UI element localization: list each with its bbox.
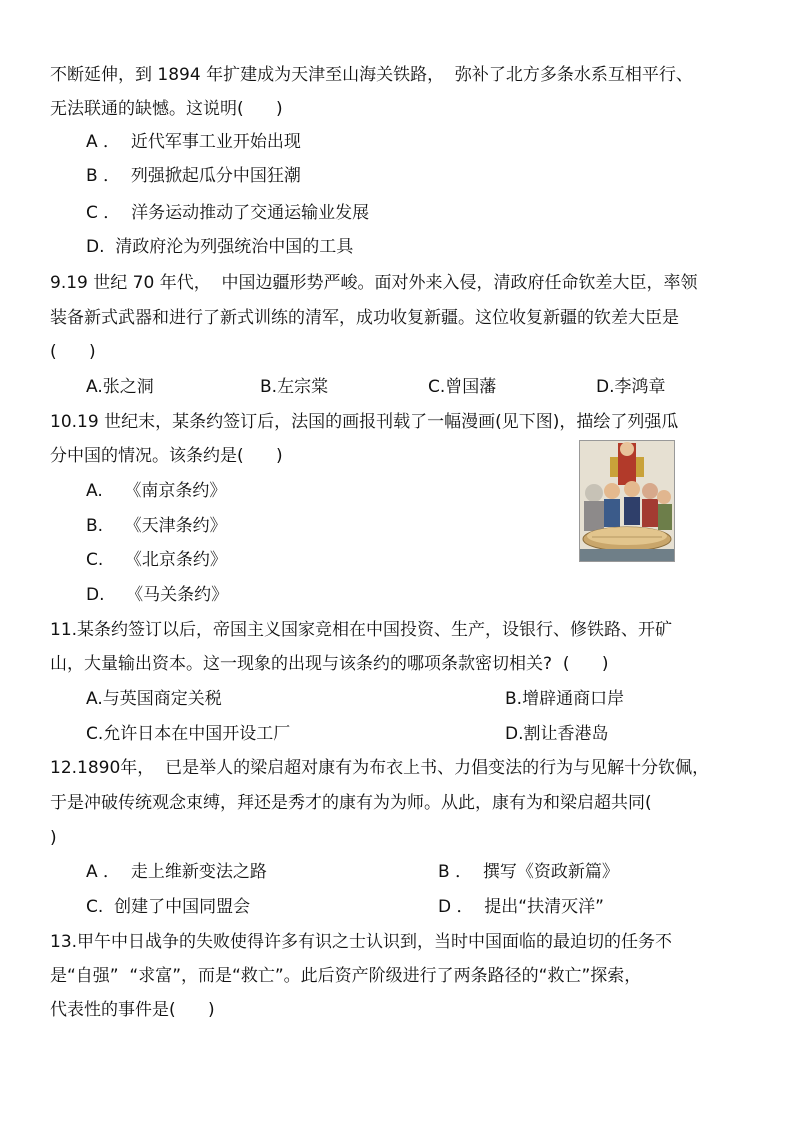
q11-option-c[interactable]: C.允许日本在中国开设工厂 [86, 724, 291, 744]
q8-stem-line2: 无法联通的缺憾。这说明( ) [50, 99, 283, 119]
q9-option-a[interactable]: A.张之洞 [86, 377, 154, 397]
q13-stem-line2: 是“自强” “求富”，而是“救亡”。此后资产阶级进行了两条路径的“救亡”探索， [50, 966, 642, 986]
q10-option-c[interactable]: C. 《北京条约》 [86, 550, 227, 570]
q11-stem-line2: 山，大量输出资本。这一现象的出现与该条约的哪项条款密切相关? ( ) [50, 654, 609, 674]
q11-stem-line1: 11.某条约签订以后，帝国主义国家竞相在中国投资、生产，设银行、修铁路、开矿 [50, 620, 673, 640]
q12-option-a[interactable]: A ． 走上维新变法之路 [86, 862, 267, 882]
q10-option-a[interactable]: A. 《南京条约》 [86, 481, 227, 501]
q9-option-b[interactable]: B.左宗棠 [260, 377, 329, 397]
q8-option-d[interactable]: D. 清政府沦为列强统治中国的工具 [86, 237, 354, 257]
q12-option-d[interactable]: D ． 提出“扶清灭洋” [438, 897, 604, 917]
q9-option-c[interactable]: C.曾国藩 [428, 377, 497, 397]
q12-stem-line3: ) [50, 828, 57, 848]
q9-option-d[interactable]: D.李鸿章 [596, 377, 666, 397]
q8-stem-line1: 不断延伸，到 1894 年扩建成为天津至山海关铁路， 弥补了北方多条水系互相平行、 [50, 65, 693, 85]
q10-option-d[interactable]: D. 《马关条约》 [86, 585, 229, 605]
q12-option-b[interactable]: B ． 撰写《资政新篇》 [438, 862, 619, 882]
q10-option-b[interactable]: B. 《天津条约》 [86, 516, 227, 536]
q9-stem-line2: 装备新式武器和进行了新式训练的清军，成功收复新疆。这位收复新疆的钦差大臣是 [50, 308, 679, 328]
q8-option-b[interactable]: B ． 列强掀起瓜分中国狂潮 [86, 166, 301, 186]
q9-stem-line1: 9.19 世纪 70 年代， 中国边疆形势严峻。面对外来入侵，清政府任命钦差大臣，率领 [50, 273, 698, 293]
q11-option-d[interactable]: D.割让香港岛 [505, 724, 609, 744]
q9-stem-line3: ( ) [50, 342, 96, 362]
q12-stem-line1: 12.1890年， 已是举人的梁启超对康有为布衣上书、力倡变法的行为与见解十分钦佩， [50, 758, 710, 778]
q12-option-c[interactable]: C. 创建了中国同盟会 [86, 897, 251, 917]
q10-stem-line2: 分中国的情况。该条约是( ) [50, 446, 283, 466]
q13-stem-line1: 13.甲午中日战争的失败使得许多有识之士认识到，当时中国面临的最迫切的任务不 [50, 932, 673, 952]
q10-stem-line1: 10.19 世纪末，某条约签订后，法国的画报刊载了一幅漫画(见下图)，描绘了列强瓜 [50, 412, 679, 432]
cartoon-image [579, 440, 675, 562]
q8-option-c[interactable]: C ． 洋务运动推动了交通运输业发展 [86, 203, 370, 223]
q11-option-b[interactable]: B.增辟通商口岸 [505, 689, 625, 709]
q13-stem-line3: 代表性的事件是( ) [50, 1000, 215, 1020]
q11-option-a[interactable]: A.与英国商定关税 [86, 689, 222, 709]
q8-option-a[interactable]: A ． 近代军事工业开始出现 [86, 132, 301, 152]
q12-stem-line2: 于是冲破传统观念束缚，拜还是秀才的康有为为师。从此，康有为和梁启超共同( [50, 793, 652, 813]
